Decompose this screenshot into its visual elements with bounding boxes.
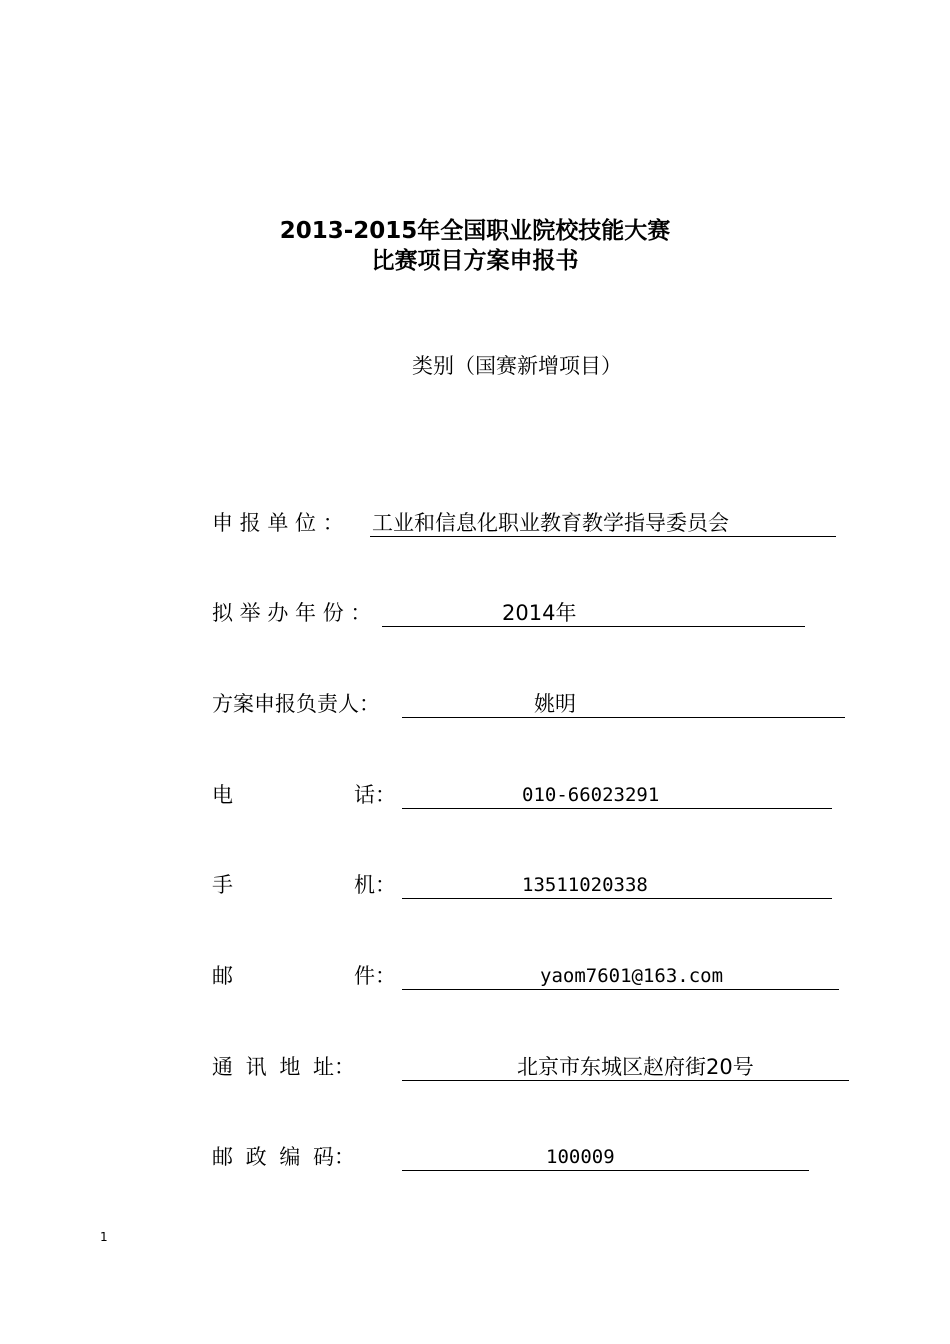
field-label: 申 报 单 位 ： bbox=[212, 511, 344, 535]
field-label: 手 bbox=[212, 873, 233, 897]
field-label-end: 件： bbox=[354, 964, 396, 988]
field-telephone bbox=[212, 780, 842, 810]
field-value: 姚明 bbox=[534, 692, 576, 716]
field-address bbox=[212, 1052, 857, 1082]
field-mobile bbox=[212, 870, 842, 900]
field-label: 电 bbox=[212, 783, 233, 807]
field-label-end: 机： bbox=[354, 873, 396, 897]
field-value: 工业和信息化职业教育教学指导委员会 bbox=[372, 511, 729, 535]
field-underline bbox=[402, 689, 845, 718]
field-label: 通 讯 地 址： bbox=[212, 1055, 356, 1079]
field-label: 方案申报负责人： bbox=[212, 692, 380, 716]
field-underline bbox=[382, 598, 805, 627]
document-title-line1: 2013-2015年全国职业院校技能大赛 bbox=[279, 218, 671, 244]
category-label: 类别（国赛新增项目） bbox=[412, 354, 622, 378]
document-title-line2: 比赛项目方案申报书 bbox=[371, 248, 579, 274]
field-planned-year bbox=[212, 598, 812, 628]
field-label: 邮 bbox=[212, 964, 233, 988]
field-value: 2014年 bbox=[502, 601, 577, 625]
field-label: 拟 举 办 年 份 ： bbox=[212, 601, 372, 625]
field-value: 010-66023291 bbox=[522, 784, 660, 806]
field-value: 13511020338 bbox=[522, 874, 648, 896]
field-postal-code bbox=[212, 1142, 817, 1172]
field-applicant-unit bbox=[212, 508, 842, 538]
field-label-end: 话： bbox=[354, 783, 396, 807]
field-value: 100009 bbox=[546, 1146, 615, 1168]
field-responsible-person bbox=[212, 689, 852, 719]
field-label: 邮 政 编 码： bbox=[212, 1145, 356, 1169]
field-value: yaom7601@163.com bbox=[540, 965, 724, 987]
page-number: 1 bbox=[100, 1230, 108, 1244]
field-email bbox=[212, 961, 847, 991]
field-value: 北京市东城区赵府街20号 bbox=[517, 1055, 754, 1079]
